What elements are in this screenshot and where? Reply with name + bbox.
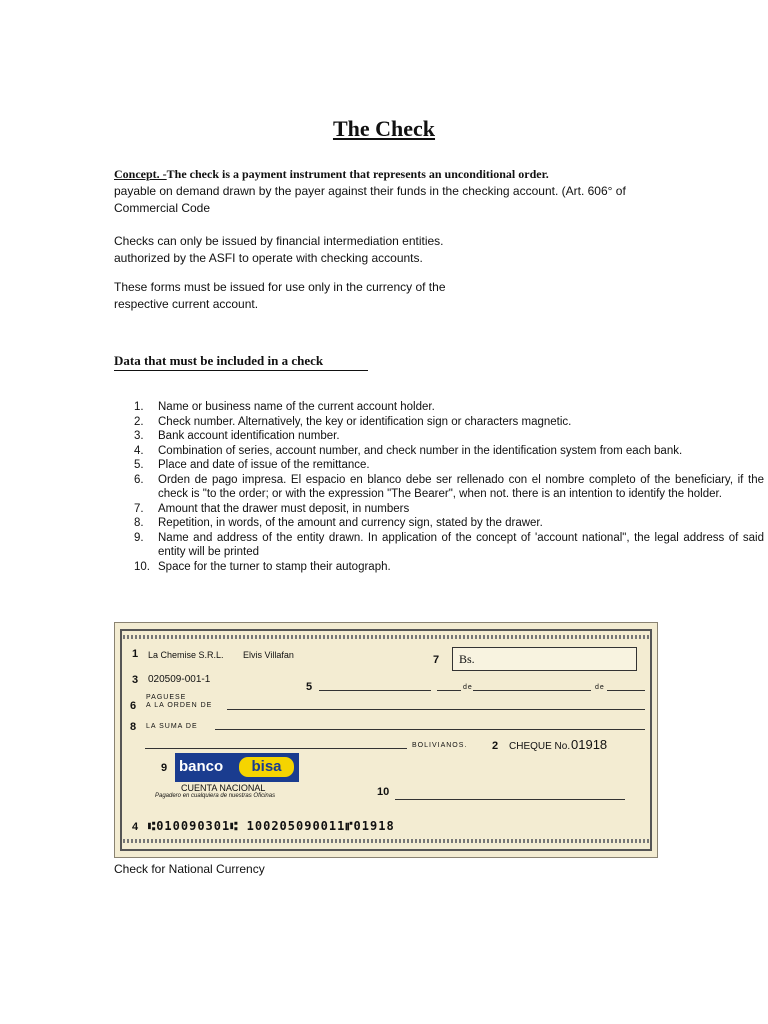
amount-words-line (215, 729, 645, 730)
account-number: 020509-001-1 (148, 674, 211, 685)
currency-line-1: These forms must be issued for use only in the currency of the (114, 280, 446, 294)
date-de-1: de (463, 684, 473, 691)
marker-7: 7 (433, 654, 440, 666)
requirement-text: Name or business name of the current account holder. (158, 401, 435, 413)
bank-logo-word-2: bisa (239, 757, 294, 777)
currency-symbol: Bs. (459, 652, 475, 666)
marker-8: 8 (130, 721, 137, 733)
requirement-item (114, 531, 764, 560)
currency-line-2: respective current account. (114, 297, 259, 311)
issuer-line-1: Checks can only be issued by financial intermediation entities. (114, 234, 444, 248)
date-de-2: de (595, 684, 605, 691)
requirement-number: 4. (134, 444, 144, 457)
marker-5: 5 (306, 681, 313, 693)
issuer-line-2: authorized by the ASFI to operate with checking accounts. (114, 251, 423, 265)
check-caption: Check for National Currency (114, 862, 265, 876)
page-title: The Check (332, 116, 436, 141)
bolivianos-label: BOLIVIANOS. (412, 742, 468, 749)
requirement-number: 10. (134, 560, 150, 573)
marker-1: 1 (132, 648, 139, 660)
requirement-item (114, 400, 764, 415)
requirement-text: Space for the turner to stamp their autograph. (158, 560, 391, 573)
signature-line (395, 799, 625, 800)
micr-line: ⑆010090301⑆ 100205090011⑈01918 (148, 819, 395, 833)
requirement-item (114, 458, 764, 473)
requirement-text: Check number. Alternatively, the key or identification sign or characters magnetic. (158, 415, 572, 428)
concept-line-2: payable on demand drawn by the payer against their funds in the checking account. (Art. 606° of (114, 184, 626, 198)
cheque-label: CHEQUE No. (509, 741, 571, 752)
year-line (607, 690, 645, 691)
requirement-text: Repetition, in words, of the amount and currency sign, stated by the drawer. (158, 517, 543, 529)
check-image (114, 622, 658, 858)
guilloche-bottom (123, 839, 649, 843)
requirement-item (114, 415, 764, 430)
requirement-text: Combination of series, account number, and check number in the identification system from each bank. (158, 444, 683, 457)
paguese-label: PAGUESE (146, 694, 187, 701)
requirement-number: 2. (134, 415, 144, 428)
pagadero-note: Pagadero en cualquiera de nuestras Oficinas (155, 793, 276, 799)
requirement-text: Bank account identification number. (158, 430, 340, 442)
requirement-number: 3. (134, 430, 144, 442)
amount-words-line-2 (145, 748, 407, 749)
marker-9: 9 (161, 762, 168, 774)
section-heading: Data that must be included in a check (114, 353, 368, 371)
requirement-text: Name and address of the entity drawn. In application of the concept of 'account national", the legal address of said entity will be printed (158, 531, 764, 558)
requirement-text: Place and date of issue of the remittance. (158, 459, 370, 471)
requirement-item (114, 502, 764, 517)
marker-4: 4 (132, 821, 139, 833)
bank-logo-word-1: banco (179, 758, 224, 775)
concept-label: Concept. - (114, 167, 167, 181)
marker-10: 10 (377, 786, 390, 798)
month-line (473, 690, 591, 691)
requirement-number: 1. (134, 401, 144, 413)
requirement-text: Orden de pago impresa. El espacio en blanco debe ser rellenado con el nombre completo of the beneficiary, if the check is "to the order; or with the expression "The Bearer", when not. there is an intention to identify the holder. (158, 473, 764, 500)
bank-logo (175, 753, 299, 782)
concept-lead-text: The check is a payment instrument that represents an unconditional order. (166, 167, 549, 181)
marker-2: 2 (492, 740, 499, 752)
requirement-number: 6. (134, 473, 144, 486)
marker-6: 6 (130, 700, 137, 712)
issuer-paragraph (114, 233, 444, 267)
place-line (319, 690, 431, 691)
requirement-item (114, 444, 764, 459)
marker-3: 3 (132, 674, 139, 686)
requirement-number: 9. (134, 531, 144, 544)
requirement-item (114, 560, 764, 575)
cuenta-nacional: CUENTA NACIONAL (181, 783, 266, 793)
payee-line (227, 709, 645, 710)
account-holder-2: Elvis Villafan (243, 650, 294, 660)
requirement-text: Amount that the drawer must deposit, in numbers (158, 502, 410, 515)
guilloche-top (123, 635, 649, 639)
amount-box (452, 647, 637, 671)
concept-line-3: Commercial Code (114, 201, 211, 215)
requirements-list (114, 400, 764, 574)
suma-label: LA SUMA DE (146, 723, 198, 730)
account-holder: La Chemise S.R.L. (148, 650, 224, 660)
orden-label: A LA ORDEN DE (146, 702, 213, 709)
requirement-item (114, 516, 764, 531)
requirement-item (114, 473, 764, 502)
currency-paragraph (114, 279, 446, 313)
cheque-number: 01918 (571, 737, 608, 752)
day-line (437, 690, 461, 691)
concept-paragraph (114, 166, 626, 217)
requirement-number: 8. (134, 517, 144, 529)
requirement-number: 7. (134, 502, 144, 515)
requirement-number: 5. (134, 459, 144, 471)
requirement-item (114, 429, 764, 444)
